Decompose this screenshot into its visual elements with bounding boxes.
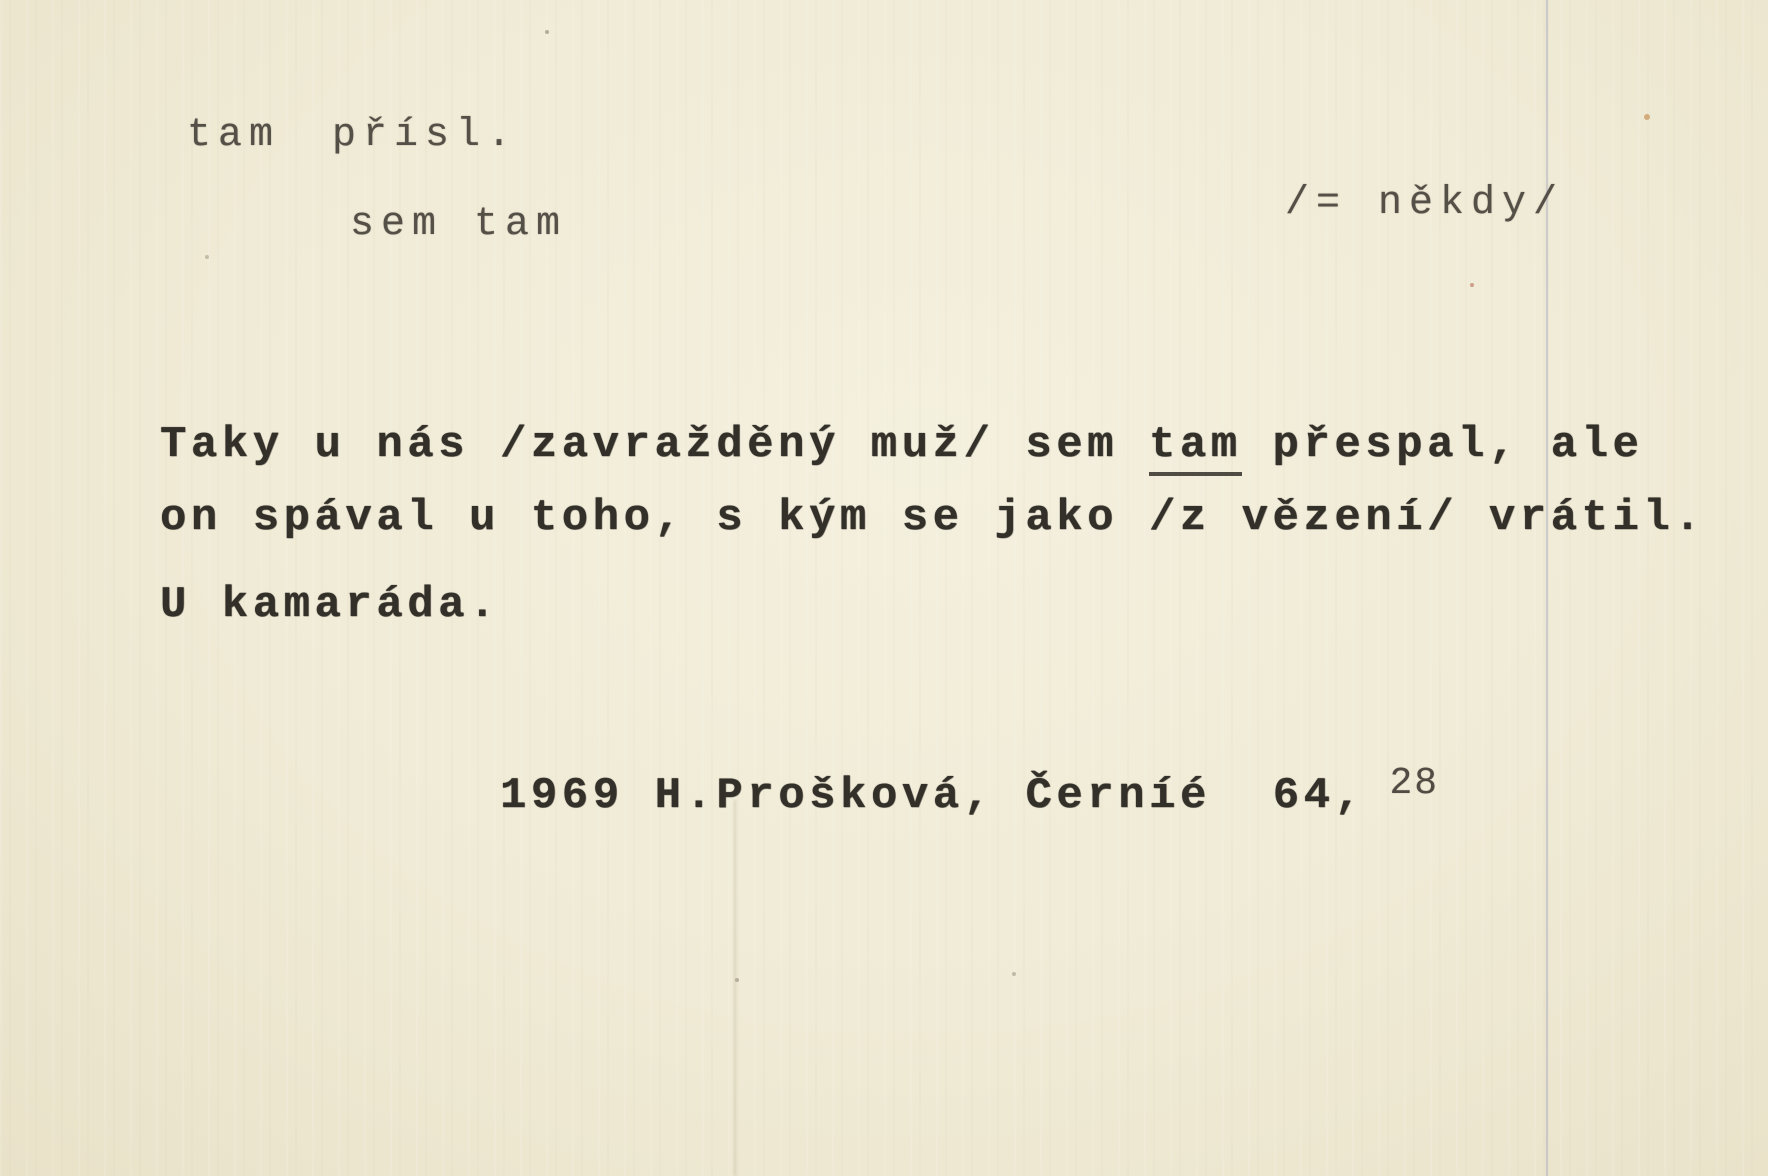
gloss-note: /= někdy/	[1285, 181, 1565, 226]
quote-line-1-before: Taky u nás /zavražděný muž/ sem	[160, 420, 1149, 470]
paper-rule-line	[1546, 0, 1548, 1176]
quote-underlined-word: tam	[1149, 420, 1242, 476]
headword-line	[187, 113, 519, 158]
citation-line	[500, 762, 1440, 821]
quote-line-1-after: přespal, ale	[1241, 420, 1644, 470]
quote-line-2: on spával u toho, s kým se jako /z vězení/ vrátil.	[160, 493, 1706, 543]
headword: tam	[187, 113, 281, 158]
quote-line-3: U kamaráda.	[160, 580, 500, 630]
variant-phrase: sem tam	[350, 202, 568, 247]
citation-source: H.Prošková, Černíé 64,	[654, 771, 1366, 821]
citation-year: 1969	[500, 771, 624, 821]
quote-line-1	[160, 420, 1644, 470]
pos-label: přísl.	[332, 113, 519, 158]
paper-crease	[734, 800, 736, 1176]
citation-page-number: 28	[1389, 762, 1440, 805]
paper-specks	[545, 30, 549, 34]
